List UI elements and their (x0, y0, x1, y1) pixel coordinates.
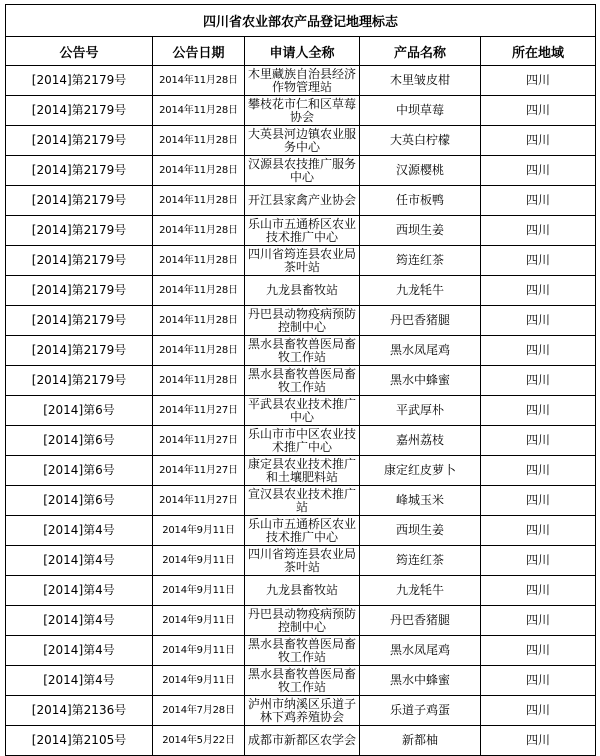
cell-applicant: 乐山市五通桥区农业技术推广中心 (245, 216, 360, 246)
cell-region: 四川 (481, 66, 596, 96)
cell-applicant: 康定县农业技术推广和土壤肥料站 (245, 456, 360, 486)
header-row (6, 37, 596, 66)
table-row (6, 186, 596, 216)
cell-notice-date: 2014年7月28日 (153, 696, 245, 726)
cell-region: 四川 (481, 726, 596, 756)
header-applicant: 申请人全称 (245, 37, 360, 66)
cell-applicant: 平武县农业技术推广中心 (245, 396, 360, 426)
cell-notice-date: 2014年11月28日 (153, 246, 245, 276)
cell-notice-date: 2014年11月28日 (153, 156, 245, 186)
cell-notice-date: 2014年9月11日 (153, 516, 245, 546)
cell-notice-date: 2014年11月28日 (153, 126, 245, 156)
cell-notice-date: 2014年9月11日 (153, 606, 245, 636)
cell-product-name: 任市板鸭 (360, 186, 481, 216)
cell-notice-number: [2014]第2179号 (6, 216, 153, 246)
cell-notice-number: [2014]第6号 (6, 396, 153, 426)
cell-notice-number: [2014]第2136号 (6, 696, 153, 726)
cell-region: 四川 (481, 156, 596, 186)
cell-product-name: 九龙牦牛 (360, 576, 481, 606)
table-row (6, 516, 596, 546)
cell-product-name: 嘉州荔枝 (360, 426, 481, 456)
cell-product-name: 丹巴香猪腿 (360, 606, 481, 636)
cell-notice-number: [2014]第2179号 (6, 366, 153, 396)
table-row (6, 456, 596, 486)
table-row (6, 696, 596, 726)
cell-notice-date: 2014年11月27日 (153, 426, 245, 456)
table-row (6, 156, 596, 186)
cell-region: 四川 (481, 486, 596, 516)
table-row (6, 96, 596, 126)
table-body (6, 66, 596, 756)
cell-applicant: 木里藏族自治县经济作物管理站 (245, 66, 360, 96)
cell-notice-number: [2014]第2179号 (6, 126, 153, 156)
cell-applicant: 丹巴县动物疫病预防控制中心 (245, 306, 360, 336)
table-title: 四川省农业部农产品登记地理标志 (6, 5, 596, 37)
cell-applicant: 攀枝花市仁和区草莓协会 (245, 96, 360, 126)
cell-product-name: 中坝草莓 (360, 96, 481, 126)
table-row (6, 276, 596, 306)
cell-region: 四川 (481, 546, 596, 576)
table-row (6, 246, 596, 276)
table-row (6, 426, 596, 456)
cell-applicant: 四川省筠连县农业局茶叶站 (245, 246, 360, 276)
cell-applicant: 泸州市纳溪区乐道子林下鸡养殖协会 (245, 696, 360, 726)
cell-notice-number: [2014]第4号 (6, 606, 153, 636)
cell-product-name: 筠连红茶 (360, 246, 481, 276)
cell-applicant: 乐山市五通桥区农业技术推广中心 (245, 516, 360, 546)
cell-notice-number: [2014]第2179号 (6, 66, 153, 96)
cell-notice-number: [2014]第2105号 (6, 726, 153, 756)
cell-region: 四川 (481, 516, 596, 546)
table-row (6, 306, 596, 336)
cell-product-name: 大英白柠檬 (360, 126, 481, 156)
cell-region: 四川 (481, 246, 596, 276)
cell-notice-number: [2014]第4号 (6, 546, 153, 576)
cell-notice-date: 2014年11月28日 (153, 186, 245, 216)
cell-notice-number: [2014]第2179号 (6, 186, 153, 216)
cell-notice-date: 2014年11月28日 (153, 66, 245, 96)
cell-region: 四川 (481, 126, 596, 156)
cell-product-name: 丹巴香猪腿 (360, 306, 481, 336)
cell-product-name: 筠连红茶 (360, 546, 481, 576)
cell-region: 四川 (481, 426, 596, 456)
cell-region: 四川 (481, 696, 596, 726)
cell-notice-number: [2014]第6号 (6, 486, 153, 516)
cell-product-name: 黑水凤尾鸡 (360, 336, 481, 366)
cell-region: 四川 (481, 456, 596, 486)
cell-notice-date: 2014年11月28日 (153, 96, 245, 126)
cell-region: 四川 (481, 306, 596, 336)
cell-product-name: 九龙牦牛 (360, 276, 481, 306)
table-row (6, 636, 596, 666)
cell-notice-number: [2014]第2179号 (6, 96, 153, 126)
cell-applicant: 开江县家禽产业协会 (245, 186, 360, 216)
cell-notice-number: [2014]第4号 (6, 516, 153, 546)
header-product-name: 产品名称 (360, 37, 481, 66)
cell-notice-number: [2014]第2179号 (6, 156, 153, 186)
cell-notice-date: 2014年5月22日 (153, 726, 245, 756)
cell-notice-number: [2014]第2179号 (6, 276, 153, 306)
table-row (6, 126, 596, 156)
header-notice-date: 公告日期 (153, 37, 245, 66)
table-row (6, 336, 596, 366)
cell-product-name: 峰城玉米 (360, 486, 481, 516)
cell-applicant: 大英县河边镇农业服务中心 (245, 126, 360, 156)
cell-region: 四川 (481, 276, 596, 306)
cell-region: 四川 (481, 576, 596, 606)
title-row (6, 5, 596, 37)
cell-region: 四川 (481, 216, 596, 246)
table-row (6, 726, 596, 756)
header-notice-number: 公告号 (6, 37, 153, 66)
cell-applicant: 四川省筠连县农业局茶叶站 (245, 546, 360, 576)
cell-applicant: 九龙县畜牧站 (245, 276, 360, 306)
cell-notice-date: 2014年9月11日 (153, 576, 245, 606)
cell-region: 四川 (481, 366, 596, 396)
cell-product-name: 黑水凤尾鸡 (360, 636, 481, 666)
cell-applicant: 黑水县畜牧兽医局畜牧工作站 (245, 666, 360, 696)
cell-region: 四川 (481, 336, 596, 366)
table-row (6, 576, 596, 606)
cell-product-name: 新都柚 (360, 726, 481, 756)
cell-notice-number: [2014]第4号 (6, 576, 153, 606)
cell-applicant: 汉源县农技推广服务中心 (245, 156, 360, 186)
cell-notice-number: [2014]第6号 (6, 426, 153, 456)
cell-product-name: 西坝生姜 (360, 216, 481, 246)
table-row (6, 546, 596, 576)
cell-notice-number: [2014]第4号 (6, 636, 153, 666)
header-region: 所在地域 (481, 37, 596, 66)
table-row (6, 666, 596, 696)
cell-applicant: 丹巴县动物疫病预防控制中心 (245, 606, 360, 636)
cell-notice-number: [2014]第2179号 (6, 336, 153, 366)
cell-applicant: 成都市新都区农学会 (245, 726, 360, 756)
cell-applicant: 宣汉县农业技术推广站 (245, 486, 360, 516)
cell-applicant: 九龙县畜牧站 (245, 576, 360, 606)
cell-region: 四川 (481, 96, 596, 126)
cell-applicant: 黑水县畜牧兽医局畜牧工作站 (245, 366, 360, 396)
cell-notice-date: 2014年11月28日 (153, 216, 245, 246)
table-row (6, 606, 596, 636)
cell-product-name: 木里皱皮柑 (360, 66, 481, 96)
table-row (6, 366, 596, 396)
cell-product-name: 乐道子鸡蛋 (360, 696, 481, 726)
cell-notice-date: 2014年9月11日 (153, 636, 245, 666)
cell-applicant: 乐山市市中区农业技术推广中心 (245, 426, 360, 456)
cell-notice-number: [2014]第2179号 (6, 246, 153, 276)
table-row (6, 66, 596, 96)
cell-applicant: 黑水县畜牧兽医局畜牧工作站 (245, 636, 360, 666)
table-row (6, 396, 596, 426)
cell-region: 四川 (481, 636, 596, 666)
cell-region: 四川 (481, 186, 596, 216)
cell-notice-date: 2014年9月11日 (153, 546, 245, 576)
cell-notice-date: 2014年11月27日 (153, 456, 245, 486)
cell-notice-date: 2014年11月28日 (153, 336, 245, 366)
cell-notice-number: [2014]第6号 (6, 456, 153, 486)
table-row (6, 486, 596, 516)
cell-notice-date: 2014年11月27日 (153, 396, 245, 426)
cell-product-name: 康定红皮萝卜 (360, 456, 481, 486)
cell-notice-date: 2014年9月11日 (153, 666, 245, 696)
geographical-indication-table (5, 4, 596, 756)
cell-region: 四川 (481, 396, 596, 426)
cell-notice-date: 2014年11月28日 (153, 366, 245, 396)
cell-product-name: 黑水中蜂蜜 (360, 666, 481, 696)
cell-notice-date: 2014年11月28日 (153, 306, 245, 336)
table-row (6, 216, 596, 246)
cell-region: 四川 (481, 606, 596, 636)
cell-notice-number: [2014]第2179号 (6, 306, 153, 336)
cell-applicant: 黑水县畜牧兽医局畜牧工作站 (245, 336, 360, 366)
cell-notice-number: [2014]第4号 (6, 666, 153, 696)
cell-notice-date: 2014年11月27日 (153, 486, 245, 516)
cell-notice-date: 2014年11月28日 (153, 276, 245, 306)
cell-product-name: 平武厚朴 (360, 396, 481, 426)
cell-product-name: 西坝生姜 (360, 516, 481, 546)
cell-product-name: 黑水中蜂蜜 (360, 366, 481, 396)
cell-product-name: 汉源樱桃 (360, 156, 481, 186)
cell-region: 四川 (481, 666, 596, 696)
